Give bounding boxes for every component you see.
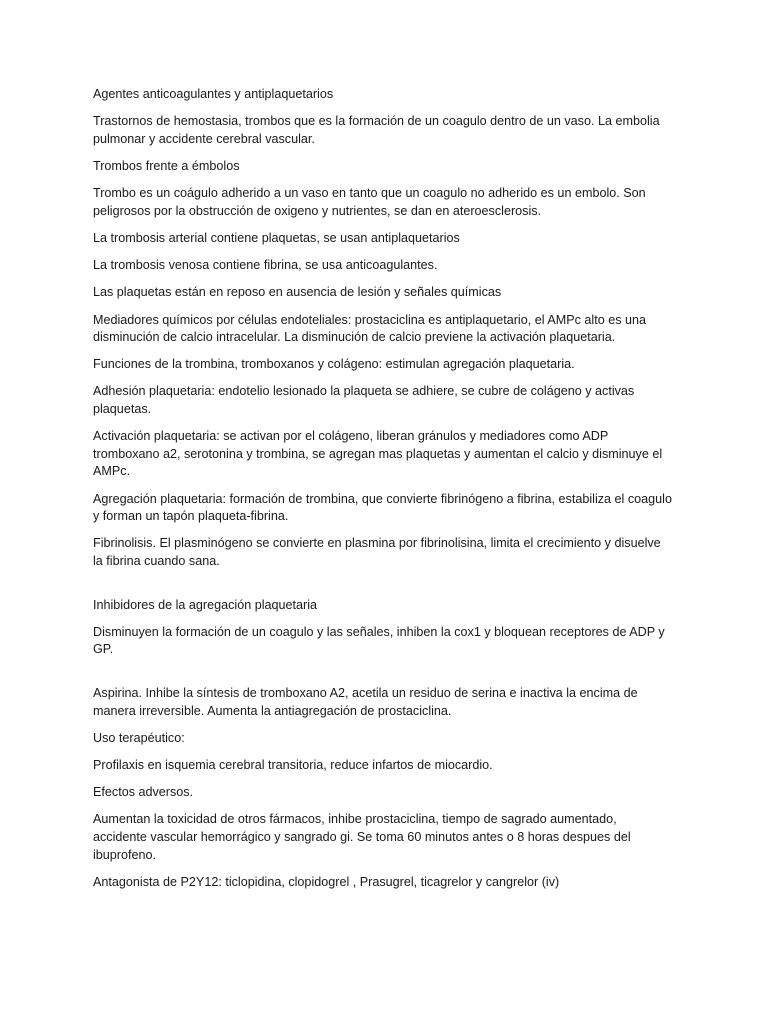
paragraph-mediadores: Mediadores químicos por células endoteliales: prostaciclina es antiplaquetario, el AMPc alto es una disminución de calcio intracelular. La disminución de calcio previene la activación plaquetaria. — [93, 312, 647, 345]
heading-uso-terapeutico: Uso terapéutico: — [93, 730, 185, 745]
paragraph-efectos-detalle: Aumentan la toxicidad de otros fármacos, inhibe prostaciclina, tiempo de sagrado aumentado, accidente vascular hemorrágico y sangrado gi. Se toma 60 minutos antes o 8 horas despues del ibuprofeno. — [93, 812, 631, 862]
paragraph-disminuyen: Disminuyen la formación de un coagulo y las señales, inhiben la cox1 y bloquean receptores de ADP y GP. — [93, 624, 665, 657]
heading-agentes: Agentes anticoagulantes y antiplaquetarios — [93, 87, 334, 101]
paragraph-adhesion: Adhesión plaquetaria: endotelio lesionado la plaqueta se adhiere, se cubre de colágeno y activas plaquetas. — [93, 384, 635, 417]
paragraph-antagonista-p2y12: Antagonista de P2Y12: ticlopidina, clopidogrel , Prasugrel, ticagrelor y cangrelor (iv) — [93, 874, 560, 889]
paragraph-activacion: Activación plaquetaria: se activan por el colágeno, liberan gránulos y mediadores como ADP tromboxano a2, serotonina y trombina, se agregan mas plaquetas y aumentan el calcio y disminuye el AMPc. — [93, 429, 663, 479]
heading-inhibidores: Inhibidores de la agregación plaquetaria — [93, 597, 318, 612]
paragraph-plaquetas-reposo: Las plaquetas están en reposo en ausencia de lesión y señales químicas — [93, 285, 502, 300]
paragraph-hemostasia: Trastornos de hemostasia, trombos que es la formación de un coagulo dentro de un vaso. La embolia pulmonar y accidente cerebral vascular. — [93, 114, 660, 146]
paragraph-profilaxis: Profilaxis en isquemia cerebral transitoria, reduce infartos de miocardio. — [93, 757, 493, 772]
paragraph-funciones-trombina: Funciones de la trombina, tromboxanos y colágeno: estimulan agregación plaquetaria. — [93, 357, 575, 372]
heading-efectos-adversos: Efectos adversos. — [93, 785, 194, 800]
paragraph-agregacion: Agregación plaquetaria: formación de trombina, que convierte fibrinógeno a fibrina, estabiliza el coagulo y forman un tapón plaqueta-fibrina. — [93, 491, 672, 524]
paragraph-trombosis-venosa: La trombosis venosa contiene fibrina, se usa anticoagulantes. — [93, 258, 438, 273]
heading-trombos-embolos: Trombos frente a émbolos — [93, 158, 240, 173]
paragraph-trombosis-arterial: La trombosis arterial contiene plaquetas, se usan antiplaquetarios — [93, 230, 460, 245]
document-body — [93, 86, 673, 901]
paragraph-fibrinolisis: Fibrinolisis. El plasminógeno se convierte en plasmina por fibrinolisina, limita el crecimiento y disuelve la fibrina cuando sana. — [93, 536, 661, 568]
paragraph-aspirina: Aspirina. Inhibe la síntesis de tromboxano A2, acetila un residuo de serina e inactiva la encima de manera irreversible. Aumenta la antiagregación de prostaciclina. — [93, 685, 638, 718]
paragraph-trombo-definicion: Trombo es un coágulo adherido a un vaso en tanto que un coagulo no adherido es un embolo. Son peligrosos por la obstrucción de oxigeno y nutrientes, se dan en ateroesclerosis. — [93, 186, 646, 218]
